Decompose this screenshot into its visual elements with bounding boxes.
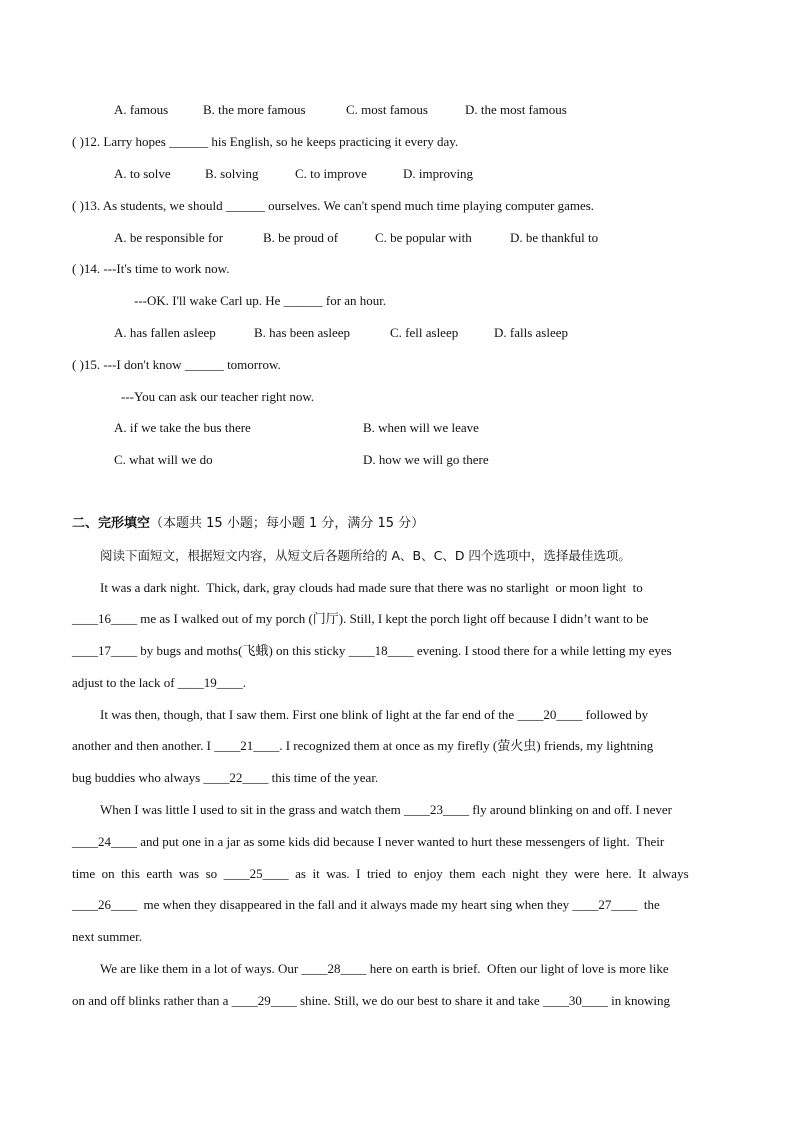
passage-p1-line3 xyxy=(72,642,722,660)
passage-p3-line4 xyxy=(72,896,722,914)
passage-p1-line1 xyxy=(72,579,722,597)
passage-p4-line2 xyxy=(72,992,722,1010)
q11-option-b: B. the more famous xyxy=(203,102,306,117)
p4-l2: on and off blinks rather than a ____29____ shine. Still, we do our best to share it and take ____30____ in knowing xyxy=(72,993,671,1008)
section-heading: 二、完形填空 xyxy=(72,516,151,531)
passage-p4-line1 xyxy=(72,960,722,978)
q12-stem: ( )12. Larry hopes ______ his English, so he keeps practicing it every day. xyxy=(72,134,459,149)
passage-p2-line1 xyxy=(72,706,722,724)
p2-l3: bug buddies who always ____22____ this time of the year. xyxy=(72,770,379,785)
q12-option-a: A. to solve xyxy=(114,166,171,181)
passage-p3-line5 xyxy=(72,928,722,946)
p3-l2: ____24____ and put one in a jar as some kids did because I never wanted to hurt these messengers of light. Their xyxy=(72,834,665,849)
p1-l2: ____16____ me as I walked out of my porch (门厅). Still, I kept the porch light off because I didn’t want to be xyxy=(72,611,649,626)
q12-option-b: B. solving xyxy=(205,166,259,181)
passage-p3-line2 xyxy=(72,833,722,851)
p3-l5: next summer. xyxy=(72,929,143,944)
q12-option-d: D. improving xyxy=(403,166,474,181)
q15-option-b: B. when will we leave xyxy=(363,420,479,435)
p2-l1: It was then, though, that I saw them. First one blink of light at the far end of the ____20____ followed by xyxy=(100,707,649,722)
q11-option-a: A. famous xyxy=(114,102,169,117)
p3-l3: time on this earth was so ____25____ as it was. I tried to enjoy them each night they were here. It always xyxy=(72,866,689,881)
section-instruction: 阅读下面短文，根据短文内容，从短文后各题所给的 A、B、C、D 四个选项中，选择最佳选项。 xyxy=(100,548,631,563)
q13-option-c: C. be popular with xyxy=(375,230,472,245)
passage-p2-line3 xyxy=(72,769,722,787)
q12-option-c: C. to improve xyxy=(295,166,367,181)
q14-option-a: A. has fallen asleep xyxy=(114,325,216,340)
passage-p3-line3 xyxy=(72,865,722,883)
p1-l4: adjust to the lack of ____19____. xyxy=(72,675,247,690)
p4-l1: We are like them in a lot of ways. Our ____28____ here on earth is brief. Often our light of love is more like xyxy=(100,961,669,976)
q15-reply: ---You can ask our teacher right now. xyxy=(121,389,315,404)
q14-stem: ( )14. ---It's time to work now. xyxy=(72,261,230,276)
q14-option-b: B. has been asleep xyxy=(254,325,351,340)
q11-option-c: C. most famous xyxy=(346,102,428,117)
q11-option-d: D. the most famous xyxy=(465,102,567,117)
p1-l1-a: It was a dark night. Thick, dark, gray clouds had made sure that there was no starlight or moon light to xyxy=(100,580,643,595)
p2-l2: another and then another. I ____21____. I recognized them at once as my firefly (萤火虫) friends, my lightning xyxy=(72,738,654,753)
section-note: （本题共 15 小题；每小题 1 分，满分 15 分） xyxy=(150,516,425,531)
q15-stem: ( )15. ---I don't know ______ tomorrow. xyxy=(72,357,281,372)
passage-p1-line2 xyxy=(72,610,722,628)
q13-stem: ( )13. As students, we should ______ ourselves. We can't spend much time playing computer games. xyxy=(72,198,595,213)
p1-l3: ____17____ by bugs and moths(飞蛾) on this sticky ____18____ evening. I stood there for a while letting my eyes xyxy=(72,643,672,658)
q15-option-c: C. what will we do xyxy=(114,452,213,467)
q13-option-d: D. be thankful to xyxy=(510,230,599,245)
q14-option-c: C. fell asleep xyxy=(390,325,459,340)
q15-option-d: D. how we will go there xyxy=(363,452,489,467)
q15-option-a: A. if we take the bus there xyxy=(114,420,251,435)
q14-reply: ---OK. I'll wake Carl up. He ______ for an hour. xyxy=(134,293,387,308)
passage-p3-line1 xyxy=(72,801,722,819)
passage-p1-line4 xyxy=(72,674,722,692)
section-title xyxy=(72,515,424,533)
p3-l1: When I was little I used to sit in the grass and watch them ____23____ fly around blinking on and off. I never xyxy=(100,802,672,817)
passage-p2-line2 xyxy=(72,737,722,755)
p3-l4: ____26____ me when they disappeared in the fall and it always made my heart sing when they ____27____ the xyxy=(72,897,660,912)
q14-option-d: D. falls asleep xyxy=(494,325,569,340)
q13-option-a: A. be responsible for xyxy=(114,230,224,245)
q13-option-b: B. be proud of xyxy=(263,230,339,245)
